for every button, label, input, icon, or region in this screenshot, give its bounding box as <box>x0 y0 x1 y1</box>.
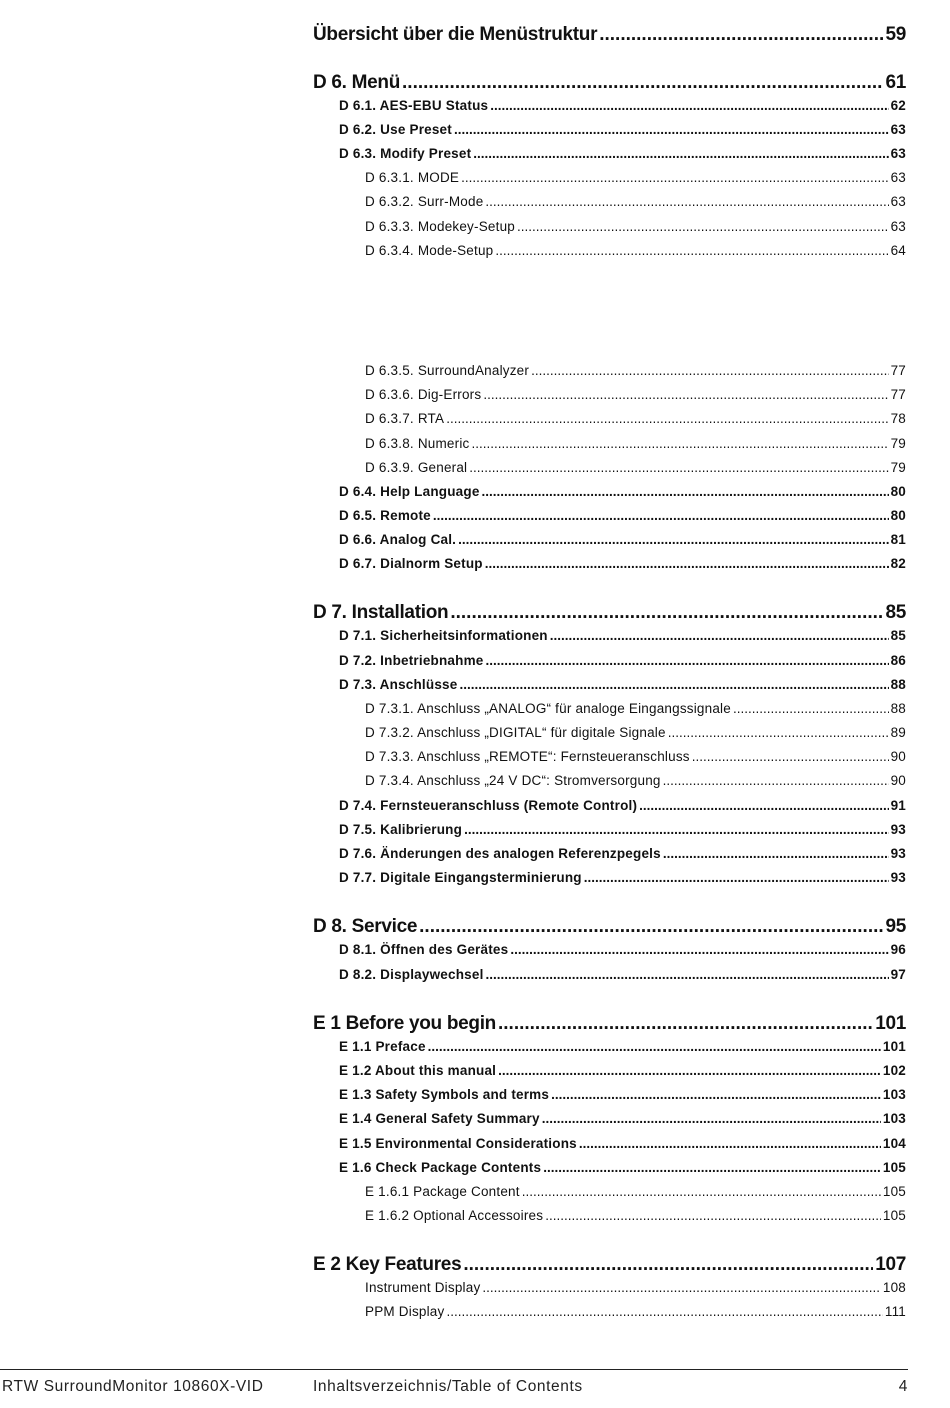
toc-entry[interactable] <box>313 24 906 46</box>
toc-page-number: 78 <box>890 411 906 426</box>
toc-entry[interactable] <box>365 1208 906 1223</box>
toc-leader-dots <box>464 822 888 837</box>
toc-entry-title: D 7.5. Kalibrierung <box>339 822 463 837</box>
footer-product-name: RTW SurroundMonitor 10860X-VID <box>2 1378 264 1395</box>
toc-leader-dots <box>459 677 888 692</box>
toc-entry[interactable] <box>339 146 906 161</box>
toc-page-number: 77 <box>890 387 906 402</box>
toc-entry-title: D 6.5. Remote <box>339 508 431 523</box>
toc-page-number: 95 <box>885 916 906 937</box>
toc-leader-dots <box>495 243 888 258</box>
toc-page-number: 63 <box>890 146 906 161</box>
toc-entry[interactable] <box>365 701 906 716</box>
toc-page-number: 105 <box>882 1208 906 1223</box>
toc-leader-dots <box>584 870 889 885</box>
toc-leader-dots <box>454 122 889 137</box>
toc-leader-dots <box>428 1039 881 1054</box>
toc-entry[interactable] <box>339 846 906 861</box>
toc-leader-dots <box>550 628 889 643</box>
toc-entry-title: D 6.3. Modify Preset <box>339 146 472 161</box>
toc-entry-title: E 1.4 General Safety Summary <box>339 1111 540 1126</box>
toc-entry[interactable] <box>365 773 906 788</box>
toc-leader-dots <box>733 701 889 716</box>
toc-leader-dots <box>461 170 888 185</box>
toc-leader-dots <box>663 773 889 788</box>
footer-page-number: 4 <box>898 1378 908 1395</box>
toc-page-number: 62 <box>890 98 906 113</box>
toc-leader-dots <box>419 916 883 938</box>
toc-entry[interactable] <box>339 822 906 837</box>
toc-page-number: 90 <box>890 749 906 764</box>
toc-entry[interactable] <box>365 749 906 764</box>
toc-entry-title: E 1.6.2 Optional Accessoires <box>365 1208 544 1223</box>
toc-entry-title: D 7.6. Änderungen des analogen Referenzpegels <box>339 846 661 861</box>
toc-entry-title: D 6.3.3. Modekey-Setup <box>365 219 515 234</box>
toc-page-number: 101 <box>882 1039 906 1054</box>
toc-entry-title: Übersicht über die Menüstruktur <box>313 24 598 45</box>
toc-entry-title: E 1.5 Environmental Considerations <box>339 1136 577 1151</box>
toc-page-number: 80 <box>890 484 906 499</box>
toc-page-number: 88 <box>890 677 906 692</box>
toc-leader-dots <box>446 1304 882 1319</box>
toc-page-number: 86 <box>890 653 906 668</box>
toc-page-number: 97 <box>890 967 906 982</box>
toc-entry-title: D 6.3.6. Dig-Errors <box>365 387 482 402</box>
toc-leader-dots <box>490 98 888 113</box>
toc-leader-dots <box>663 846 889 861</box>
toc-page-number: 90 <box>890 773 906 788</box>
toc-entry[interactable] <box>365 1184 906 1199</box>
toc-entry-title: E 1.6.1 Package Content <box>365 1184 520 1199</box>
toc-leader-dots <box>471 436 888 451</box>
toc-entry[interactable] <box>339 532 906 547</box>
toc-entry-title: E 1.3 Safety Symbols and terms <box>339 1087 550 1102</box>
toc-leader-dots <box>531 363 888 378</box>
toc-entry[interactable] <box>365 363 906 378</box>
toc-leader-dots <box>483 387 888 402</box>
toc-leader-dots <box>542 1111 881 1126</box>
toc-page-number: 111 <box>884 1304 906 1319</box>
toc-page-number: 93 <box>890 846 906 861</box>
toc-entry[interactable] <box>339 677 906 692</box>
toc-leader-dots <box>450 602 883 624</box>
toc-entry-title: D 6.3.7. RTA <box>365 411 445 426</box>
toc-entry-title: D 6.3.9. General <box>365 460 468 475</box>
toc-page-number: 81 <box>890 532 906 547</box>
toc-entry-title: D 8. Service <box>313 916 418 937</box>
toc-entry-title: D 6.2. Use Preset <box>339 122 452 137</box>
toc-leader-dots <box>498 1063 881 1078</box>
toc-entry[interactable] <box>339 942 906 957</box>
toc-leader-dots <box>522 1184 881 1199</box>
toc-entry[interactable] <box>339 1136 906 1151</box>
toc-leader-dots <box>668 725 889 740</box>
toc-page-number: 59 <box>885 24 906 45</box>
toc-entry[interactable] <box>365 436 906 451</box>
toc-entry[interactable] <box>365 170 906 185</box>
toc-entry[interactable] <box>365 387 906 402</box>
toc-leader-dots <box>486 967 889 982</box>
toc-entry-title: D 7.4. Fernsteueranschluss (Remote Control) <box>339 798 638 813</box>
toc-entry-title: D 7. Installation <box>313 602 449 623</box>
toc-leader-dots <box>579 1136 881 1151</box>
toc-entry-title: D 7.3.3. Anschluss „REMOTE“: Fernsteueranschluss <box>365 749 690 764</box>
page-footer <box>0 1369 908 1395</box>
toc-entry-title: E 1.2 About this manual <box>339 1063 497 1078</box>
toc-entry[interactable] <box>339 1063 906 1078</box>
toc-entry-title: D 7.3.2. Anschluss „DIGITAL“ für digitale Signale <box>365 725 666 740</box>
toc-leader-dots <box>469 460 888 475</box>
toc-entry-title: E 1 Before you begin <box>313 1013 496 1034</box>
toc-entry-title: PPM Display <box>365 1304 445 1319</box>
toc-entry[interactable] <box>365 194 906 209</box>
toc-entry-title: D 6.7. Dialnorm Setup <box>339 556 483 571</box>
toc-page-number: 79 <box>890 436 906 451</box>
toc-entry-title: D 8.2. Displaywechsel <box>339 967 484 982</box>
toc-entry-title: D 7.3. Anschlüsse <box>339 677 458 692</box>
toc-page-number: 63 <box>890 194 906 209</box>
toc-page-number: 77 <box>890 363 906 378</box>
toc-leader-dots <box>545 1208 881 1223</box>
toc-page-number: 93 <box>890 870 906 885</box>
toc-page-number: 63 <box>890 219 906 234</box>
toc-page-number: 105 <box>882 1160 906 1175</box>
toc-entry-title: D 6.6. Analog Cal. <box>339 532 457 547</box>
toc-entry[interactable] <box>339 1087 906 1102</box>
toc-entry[interactable] <box>339 508 906 523</box>
toc-page-number: 88 <box>890 701 906 716</box>
toc-leader-dots <box>458 532 888 547</box>
toc-page-number: 91 <box>890 798 906 813</box>
toc-page-number: 108 <box>882 1280 906 1295</box>
toc-entry[interactable] <box>313 1254 906 1276</box>
toc-page-number: 64 <box>890 243 906 258</box>
toc-entry[interactable] <box>365 1280 906 1295</box>
toc-entry-title: D 7.7. Digitale Eingangsterminierung <box>339 870 582 885</box>
toc-page-number: 103 <box>882 1111 906 1126</box>
toc-page-number: 107 <box>875 1254 906 1275</box>
toc-entry-title: E 2 Key Features <box>313 1254 462 1275</box>
toc-leader-dots <box>433 508 889 523</box>
toc-page-number: 93 <box>890 822 906 837</box>
toc-entry-title: D 7.3.1. Anschluss „ANALOG“ für analoge Eingangssignale <box>365 701 731 716</box>
toc-leader-dots <box>639 798 888 813</box>
toc-entry[interactable] <box>339 870 906 885</box>
toc-entry-title: D 7.3.4. Anschluss „24 V DC“: Stromversorgung <box>365 773 661 788</box>
toc-leader-dots <box>486 653 889 668</box>
toc-page-number: 63 <box>890 122 906 137</box>
footer-section-title: Inhaltsverzeichnis/Table of Contents <box>313 1378 583 1395</box>
toc-entry[interactable] <box>313 602 906 624</box>
toc-leader-dots <box>517 219 889 234</box>
toc-page-number: 104 <box>882 1136 906 1151</box>
toc-entry[interactable] <box>339 798 906 813</box>
toc-leader-dots <box>510 942 888 957</box>
toc-leader-dots <box>473 146 888 161</box>
toc-leader-dots <box>692 749 889 764</box>
toc-page-number: 96 <box>890 942 906 957</box>
toc-entry-title: D 6.3.5. SurroundAnalyzer <box>365 363 530 378</box>
toc-page-number: 61 <box>885 72 906 93</box>
toc-entry[interactable] <box>339 556 906 571</box>
toc-entry-title: D 6.3.4. Mode-Setup <box>365 243 494 258</box>
toc-leader-dots <box>463 1254 873 1276</box>
toc-page-number: 63 <box>890 170 906 185</box>
toc-page-number: 102 <box>882 1063 906 1078</box>
toc-entry[interactable] <box>365 219 906 234</box>
toc-entry-title: D 6.3.1. MODE <box>365 170 460 185</box>
toc-entry[interactable] <box>365 243 906 258</box>
toc-entry[interactable] <box>313 1013 906 1035</box>
toc-page-number: 82 <box>890 556 906 571</box>
toc-entry[interactable] <box>313 916 906 938</box>
toc-leader-dots <box>485 556 889 571</box>
toc-entry[interactable] <box>339 1160 906 1175</box>
toc-page-number: 89 <box>890 725 906 740</box>
toc-leader-dots <box>498 1013 873 1035</box>
toc-page-number: 80 <box>890 508 906 523</box>
toc-entry[interactable] <box>339 98 906 113</box>
toc-entry[interactable] <box>339 628 906 643</box>
toc-entry-title: D 7.2. Inbetriebnahme <box>339 653 484 668</box>
toc-entry-title: D 6.4. Help Language <box>339 484 480 499</box>
toc-entry[interactable] <box>339 1039 906 1054</box>
toc-entry-title: E 1.6 Check Package Contents <box>339 1160 542 1175</box>
toc-entry-title: D 8.1. Öffnen des Gerätes <box>339 942 509 957</box>
toc-page-number: 105 <box>882 1184 906 1199</box>
toc-leader-dots <box>599 24 883 46</box>
toc-entry-title: D 7.1. Sicherheitsinformationen <box>339 628 548 643</box>
toc-leader-dots <box>482 1280 880 1295</box>
toc-leader-dots <box>402 72 883 94</box>
toc-entry[interactable] <box>339 967 906 982</box>
toc-entry-title: D 6. Menü <box>313 72 401 93</box>
toc-leader-dots <box>446 411 888 426</box>
toc-entry[interactable] <box>339 653 906 668</box>
toc-page-number: 85 <box>890 628 906 643</box>
toc-leader-dots <box>482 484 889 499</box>
toc-entry-title: Instrument Display <box>365 1280 481 1295</box>
toc-entry-title: E 1.1 Preface <box>339 1039 426 1054</box>
toc-leader-dots <box>551 1087 881 1102</box>
toc-entry[interactable] <box>339 122 906 137</box>
toc-entry[interactable] <box>339 484 906 499</box>
toc-entry[interactable] <box>339 1111 906 1126</box>
toc-leader-dots <box>543 1160 881 1175</box>
toc-entry[interactable] <box>365 1304 906 1319</box>
toc-entry[interactable] <box>365 411 906 426</box>
toc-page-number: 85 <box>885 602 906 623</box>
toc-entry-title: D 6.3.2. Surr-Mode <box>365 194 484 209</box>
toc-page-number: 103 <box>882 1087 906 1102</box>
toc-leader-dots <box>485 194 888 209</box>
toc-page-number: 101 <box>875 1013 906 1034</box>
toc-entry-title: D 6.1. AES-EBU Status <box>339 98 489 113</box>
toc-entry-title: D 6.3.8. Numeric <box>365 436 470 451</box>
toc-entry[interactable] <box>365 460 906 475</box>
toc-page-number: 79 <box>890 460 906 475</box>
toc-entry[interactable] <box>365 725 906 740</box>
toc-entry[interactable] <box>313 72 906 94</box>
